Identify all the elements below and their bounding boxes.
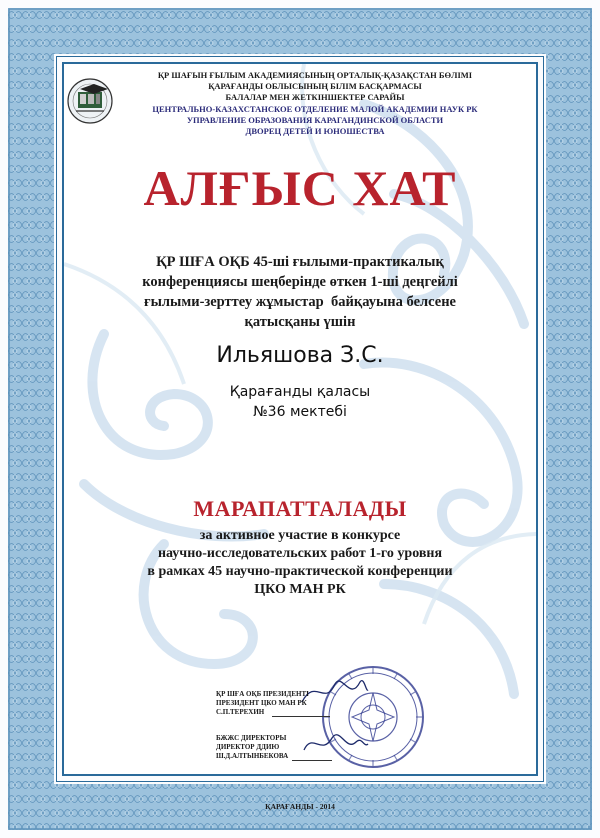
reason-kz-line: конференциясы шеңберінде өткен 1-ші деңгейлі (142, 274, 458, 290)
reason-kz-line: ғылыми-зерттеу жұмыстар байқауына белсене (143, 294, 456, 310)
recipient-place (60, 382, 540, 422)
reason-kz (72, 252, 528, 332)
recipient-school: №36 мектебі (253, 404, 347, 420)
signature-line: БЖЖС ДИРЕКТОРЫ (216, 734, 287, 742)
academy-logo-icon (64, 76, 120, 126)
signature-line: ПРЕЗИДЕНТ ЦКО МАН РК (216, 699, 307, 707)
reason-kz-line: ҚР ШҒА ОҚБ 45-ші ғылыми-практикалық (156, 254, 444, 270)
signature-underline-1 (272, 716, 330, 717)
recipient-city: Қарағанды қаласы (229, 384, 371, 400)
footer-city-year: ҚАРАҒАНДЫ - 2014 (265, 802, 335, 811)
signature-line: ДИРЕКТОР ДДИЮ (216, 743, 280, 751)
signature-underline-2 (292, 760, 332, 761)
reason-ru-line: за активное участие в конкурсе (199, 528, 401, 543)
award-heading: МАРАПАТТАЛАДЫ (193, 496, 407, 521)
reason-ru-line: научно-исследовательских работ 1-го уровня (157, 546, 443, 561)
reason-ru (60, 527, 540, 599)
signature-block-1 (216, 690, 366, 717)
signature-block-2 (216, 734, 366, 761)
reason-ru-line: в рамках 45 научно-практической конференции (147, 564, 453, 579)
signature-line: ҚР ШҒА ОҚБ ПРЕЗИДЕНТІ (216, 690, 309, 698)
signature-line: Ш.Д.АЛТЫНБЕКОВА (216, 752, 289, 760)
header-kz-line: ҚР ШАҒЫН ҒЫЛЫМ АКАДЕМИЯСЫНЫҢ ОРТАЛЫҚ-ҚАЗАҚСТАН БӨЛІМІ (157, 70, 473, 80)
header-ru-line: УПРАВЛЕНИЕ ОБРАЗОВАНИЯ КАРАГАНДИНСКОЙ ОБЛАСТИ (186, 115, 444, 125)
certificate-title: АЛҒЫС ХАТ (143, 160, 457, 216)
header-kz (150, 70, 480, 103)
header-ru (150, 104, 480, 137)
header-kz-line: ҚАРАҒАНДЫ ОБЛЫСЫНЫҢ БІЛІМ БАСҚАРМАСЫ (208, 81, 422, 91)
recipient-name: Ильяшова З.С. (216, 343, 384, 368)
reason-kz-line: қатысқаны үшін (244, 314, 356, 330)
header-kz-line: БАЛАЛАР МЕН ЖЕТКІНШЕКТЕР САРАЙЫ (225, 92, 405, 102)
signature-line: С.П.ТЕРЕХИН (216, 708, 265, 716)
reason-ru-line: ЦКО МАН РК (254, 582, 346, 597)
header-ru-line: ДВОРЕЦ ДЕТЕЙ И ЮНОШЕСТВА (245, 126, 385, 136)
header-ru-line: ЦЕНТРАЛЬНО-КАЗАХСТАНСКОЕ ОТДЕЛЕНИЕ МАЛОЙ АКАДЕМИИ НАУК РК (152, 104, 478, 114)
